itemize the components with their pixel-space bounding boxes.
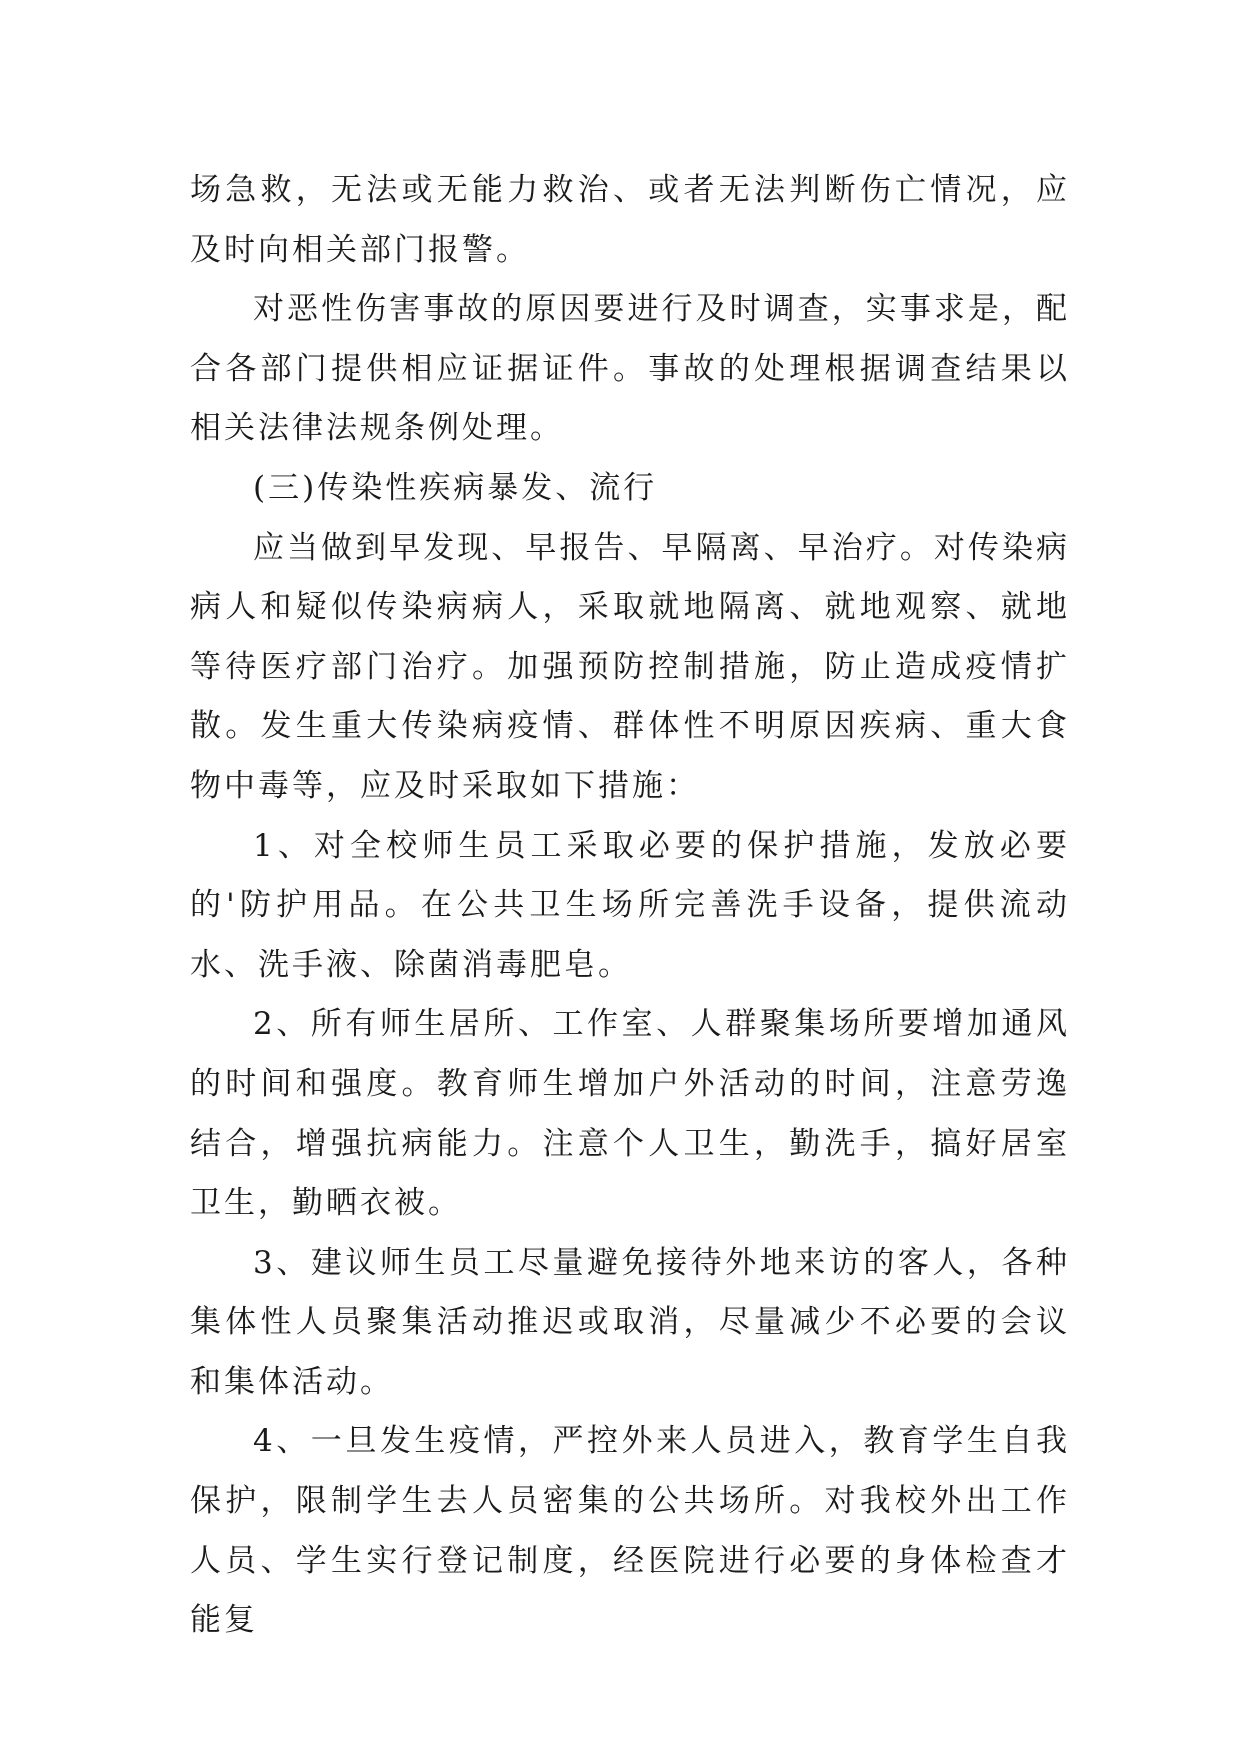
paragraph-emergency-report: 场急救，无法或无能力救治、或者无法判断伤亡情况，应及时向相关部门报警。 bbox=[190, 172, 1070, 268]
section-heading-infectious-disease: (三)传染性疾病暴发、流行 bbox=[253, 469, 658, 506]
document-body bbox=[190, 161, 1070, 1651]
list-item-avoid-gatherings: 3、建议师生员工尽量避免接待外地来访的客人，各种集体性人员聚集活动推迟或取消，尽量减少不必要的会议和集体活动。 bbox=[190, 1244, 1070, 1400]
paragraph-early-detection: 应当做到早发现、早报告、早隔离、早治疗。对传染病病人和疑似传染病病人，采取就地隔离、就地观察、就地等待医疗部门治疗。加强预防控制措施，防止造成疫情扩散。发生重大传染病疫情、群体性不明原因疾病、重大食物中毒等，应及时采取如下措施： bbox=[190, 529, 1070, 804]
list-item-outbreak-control: 4、一旦发生疫情，严控外来人员进入，教育学生自我保护，限制学生去人员密集的公共场所。对我校外出工作人员、学生实行登记制度，经医院进行必要的身体检查才能复 bbox=[190, 1423, 1070, 1639]
list-item-protection-measures: 1、对全校师生员工采取必要的保护措施，发放必要的'防护用品。在公共卫生场所完善洗手设备，提供流动水、洗手液、除菌消毒肥皂。 bbox=[190, 827, 1070, 983]
list-item-ventilation: 2、所有师生居所、工作室、人群聚集场所要增加通风的时间和强度。教育师生增加户外活动的时间，注意劳逸结合，增强抗病能力。注意个人卫生，勤洗手，搞好居室卫生，勤晒衣被。 bbox=[190, 1006, 1070, 1222]
paragraph-accident-investigation: 对恶性伤害事故的原因要进行及时调查，实事求是，配合各部门提供相应证据证件。事故的处理根据调查结果以相关法律法规条例处理。 bbox=[190, 291, 1070, 447]
